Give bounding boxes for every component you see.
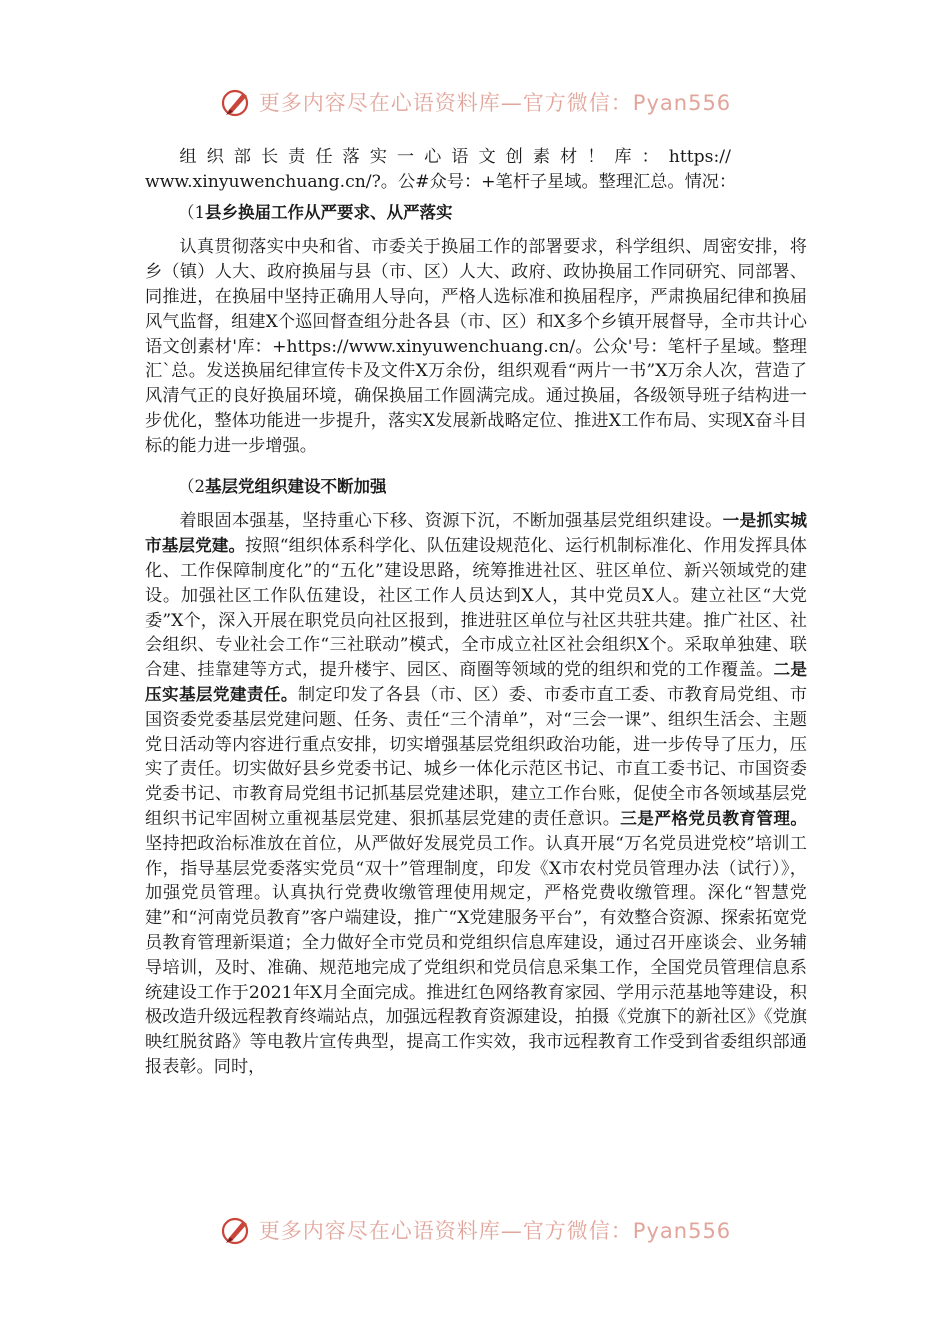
- header-banner: [0, 82, 950, 122]
- point2-text: 制定印发了各县（市、区）委、市委市直工委、市教育局党组、市国资委党委基层党建问题、任务、责任“三个清单”，对“三会一课”、组织生活会、主题党日活动等内容进行重点安排，切实增强基层党组织政治功能，进一步传导了压力，压实了责任。切实做好县乡党委书记、城乡一体化示范区书记、市直工委书记、市国资委党委书记、市教育局党组书记抓基层党建述职，建立工作台账，促使全市各领域基层党组织书记牢固树立重视基层党建、狠抓基层党建的责任意识。: [145, 684, 808, 829]
- intro-paragraph: [145, 145, 807, 195]
- section2-title: 基层党组织建设不断加强: [205, 476, 387, 496]
- intro-url1: https://: [668, 147, 731, 167]
- point3-text: 坚持把政治标准放在首位，从严做好发展党员工作。认真开展“万名党员进党校”培训工作，指导基层党委落实党员“双十”管理制度，印发《X市农村党员管理办法（试行）》，加强党员管理。认真执行党费收缴管理使用规定，严格党费收缴管理。深化“智慧党建”和“河南党员教育”客户端建设，推广“X党建服务平台”，有效整合资源、探索拓宽党员教育管理新渠道；全力做好全市党员和党组织信息库建设，通过召开座谈会、业务辅导培训，及时、准确、规范地完成了党组织和党员信息采集工作，全国党员管理信息系统建设工作于2021年X月全面完成。推进红色网络教育家园、学用示范基地等建设，积极改造升级远程教育终端站点，加强远程教育资源建设，拍摄《党旗下的新社区》《党旗映红脱贫路》等电教片宣传典型，提高工作实效，我市远程教育工作受到省委组织部通报表彰。同时，: [145, 833, 807, 1077]
- section1-title: 县乡换届工作从严要求、从严落实: [205, 202, 453, 222]
- section2-intro: 着眼固本强基，坚持重心下移、资源下沉，不断加强基层党组织建设。: [179, 511, 723, 532]
- section2-heading: [145, 475, 807, 500]
- point2-heading: 二是压实基层党建责任。: [145, 660, 807, 704]
- point1-heading: 一是抓实城市基层党建。: [145, 511, 807, 556]
- intro-line1: 组织部长责任落实一心语文创素材！库：: [179, 147, 669, 167]
- section1-heading: [145, 201, 807, 226]
- intro-line2: www.xinyuwenchuang.cn/?。公#众号：+笔杆子星域。整理汇总。情况：: [145, 171, 737, 192]
- section1-number: （1: [178, 202, 205, 222]
- document-body: [145, 145, 807, 1080]
- point3-heading: 三是严格党员教育管理。: [620, 808, 807, 828]
- banner-text: 更多内容尽在心语资料库—官方微信：Pyan556: [258, 91, 732, 115]
- section1-body: 认真贯彻落实中央和省、市委关于换届工作的部署要求，科学组织、周密安排，将乡（镇）人大、政府换届与县（市、区）人大、政府、政协换届工作同研究、同部署、同推进，在换届中坚持正确用人导向，严格人选标准和换届程序，严肃换届纪律和换届风气监督，组建X个巡回督查组分赴各县（市、区）和X多个乡镇开展督导，全市共计心语文创素材'库：+https://www.xinyuwenchuang.cn/。公众'号：笔杆子星域。整理汇`总。发送换届纪律宣传卡及文件X万余份，组织观看“两片一书”X万余人次，营造了风清气正的良好换届环境，确保换届工作圆满完成。通过换届，各级领导班子结构进一步优化，整体功能进一步提升，落实X发展新战略定位、推进X工作布局、实现X奋斗目标的能力进一步增强。: [145, 237, 807, 456]
- pen-brush-logo-icon: [219, 1213, 253, 1247]
- pen-brush-logo-icon: [219, 85, 253, 119]
- point1-text: 按照“组织体系科学化、队伍建设规范化、运行机制标准化、作用发挥具体化、工作保障制度化”的“五化”建设思路，统筹推进社区、驻区单位、新兴领域党的建设。加强社区工作队伍建设，社区工作人员达到X人，其中党员X人。建立社区“大党委”X个，深入开展在职党员向社区报到，推进驻区单位与社区共驻共建。推广社区、社会组织、专业社会工作“三社联动”模式，全市成立社区社会组织X个。采取单独建、联合建、挂靠建等方式，提升楼宇、园区、商圈等领域的党的组织和党的工作覆盖。: [145, 536, 807, 681]
- section2-body: [145, 509, 807, 1079]
- footer-banner: [0, 1210, 950, 1250]
- banner-text: 更多内容尽在心语资料库—官方微信：Pyan556: [258, 1219, 732, 1243]
- section2-number: （2: [178, 476, 205, 496]
